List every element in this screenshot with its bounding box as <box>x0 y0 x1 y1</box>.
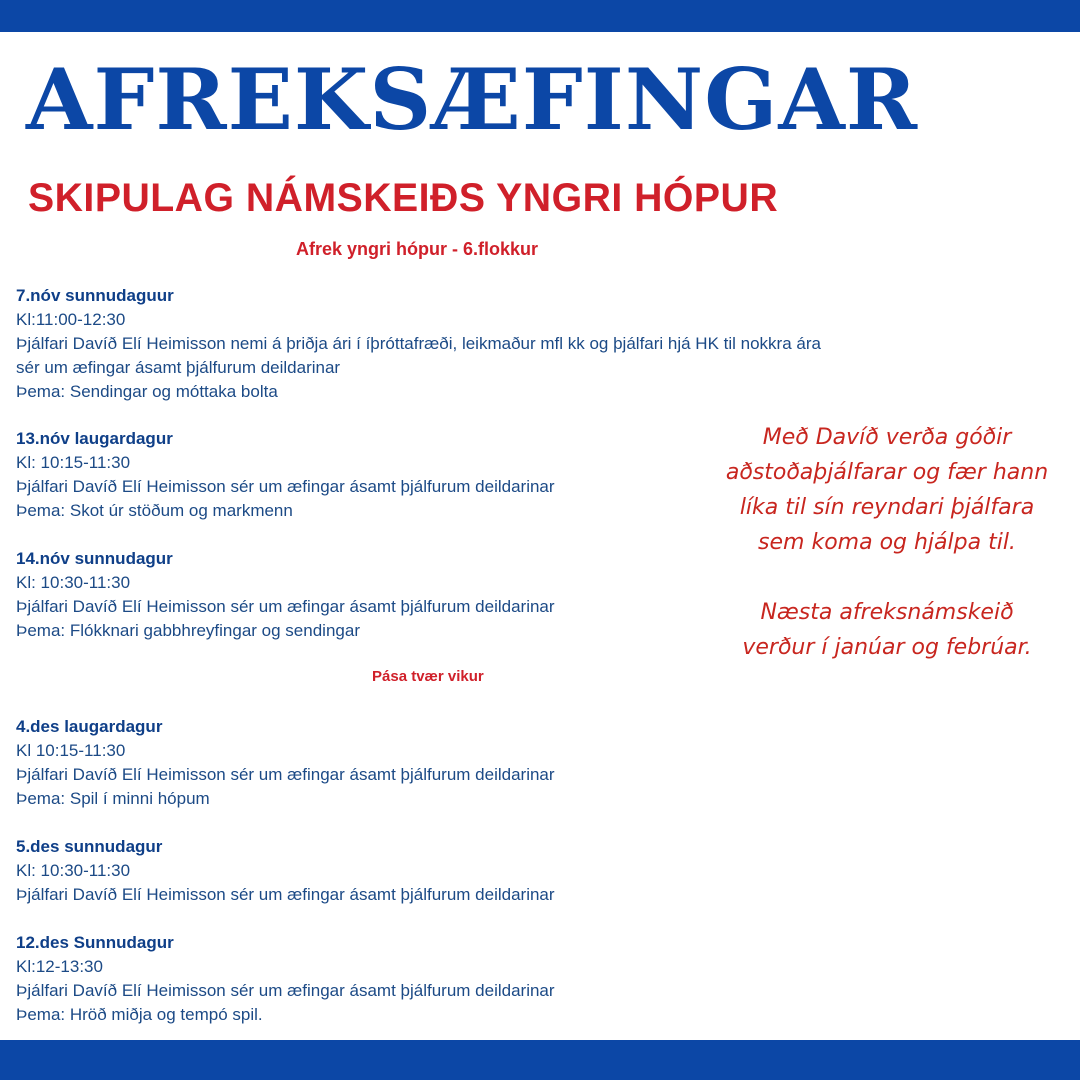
poster-title: AFREKSÆFINGAR <box>26 50 919 149</box>
poster-subtitle: SKIPULAG NÁMSKEIÐS YNGRI HÓPUR <box>28 176 779 220</box>
session-time: Kl: 10:15-11:30 <box>16 453 131 472</box>
session-date: 4.des laugardagur <box>16 717 163 736</box>
session-theme: Þema: Sendingar og móttaka bolta <box>16 382 278 401</box>
session-coach: Þjálfari Davíð Elí Heimisson sér um æfingar ásamt þjálfurum deildarinar <box>16 981 555 1000</box>
session-time: Kl:12-13:30 <box>16 957 103 976</box>
bottom-banner-bar <box>0 1040 1080 1080</box>
session-1 <box>16 284 836 404</box>
side-note <box>722 420 1052 665</box>
session-date: 5.des sunnudagur <box>16 837 163 856</box>
session-date: 14.nóv sunnudagur <box>16 549 173 568</box>
session-coach: Þjálfari Davíð Elí Heimisson sér um æfingar ásamt þjálfurum deildarinar <box>16 477 555 496</box>
side-note-assistants: Með Davíð verða góðir aðstoðaþjálfarar og fær hann líka til sín reyndari þjálfara sem koma og hjálpa til. <box>725 425 1049 555</box>
session-date: 7.nóv sunnudaguur <box>16 286 174 305</box>
session-6 <box>16 931 555 1027</box>
session-theme: Þema: Skot úr stöðum og markmenn <box>16 501 293 520</box>
session-5 <box>16 835 555 907</box>
session-4 <box>16 715 555 811</box>
pause-notice: Pása tvær vikur <box>372 668 484 685</box>
group-label: Afrek yngri hópur - 6.flokkur <box>296 239 539 259</box>
session-time: Kl 10:15-11:30 <box>16 741 126 760</box>
session-time: Kl: 10:30-11:30 <box>16 573 131 592</box>
session-2 <box>16 427 555 523</box>
session-coach: Þjálfari Davíð Elí Heimisson sér um æfingar ásamt þjálfurum deildarinar <box>16 597 555 616</box>
session-coach: Þjálfari Davíð Elí Heimisson sér um æfingar ásamt þjálfurum deildarinar <box>16 885 555 904</box>
session-date: 12.des Sunnudagur <box>16 933 174 952</box>
session-3 <box>16 547 555 643</box>
session-theme: Þema: Spil í minni hópum <box>16 789 210 808</box>
side-note-next-course: Næsta afreksnámskeið verður í janúar og febrúar. <box>742 600 1032 660</box>
session-time: Kl:11:00-12:30 <box>16 310 126 329</box>
session-coach: Þjálfari Davíð Elí Heimisson sér um æfingar ásamt þjálfurum deildarinar <box>16 765 555 784</box>
session-date: 13.nóv laugardagur <box>16 429 173 448</box>
session-theme: Þema: Flókknari gabbhreyfingar og sendingar <box>16 621 360 640</box>
top-banner-bar <box>0 0 1080 32</box>
session-time: Kl: 10:30-11:30 <box>16 861 131 880</box>
session-coach: Þjálfari Davíð Elí Heimisson nemi á þriðja ári í íþróttafræði, leikmaður mfl kk og þjálfari hjá HK til nokkra ára sér um æfingar ásamt þjálfurum deildarinar <box>16 334 821 377</box>
session-theme: Þema: Hröð miðja og tempó spil. <box>16 1005 263 1024</box>
